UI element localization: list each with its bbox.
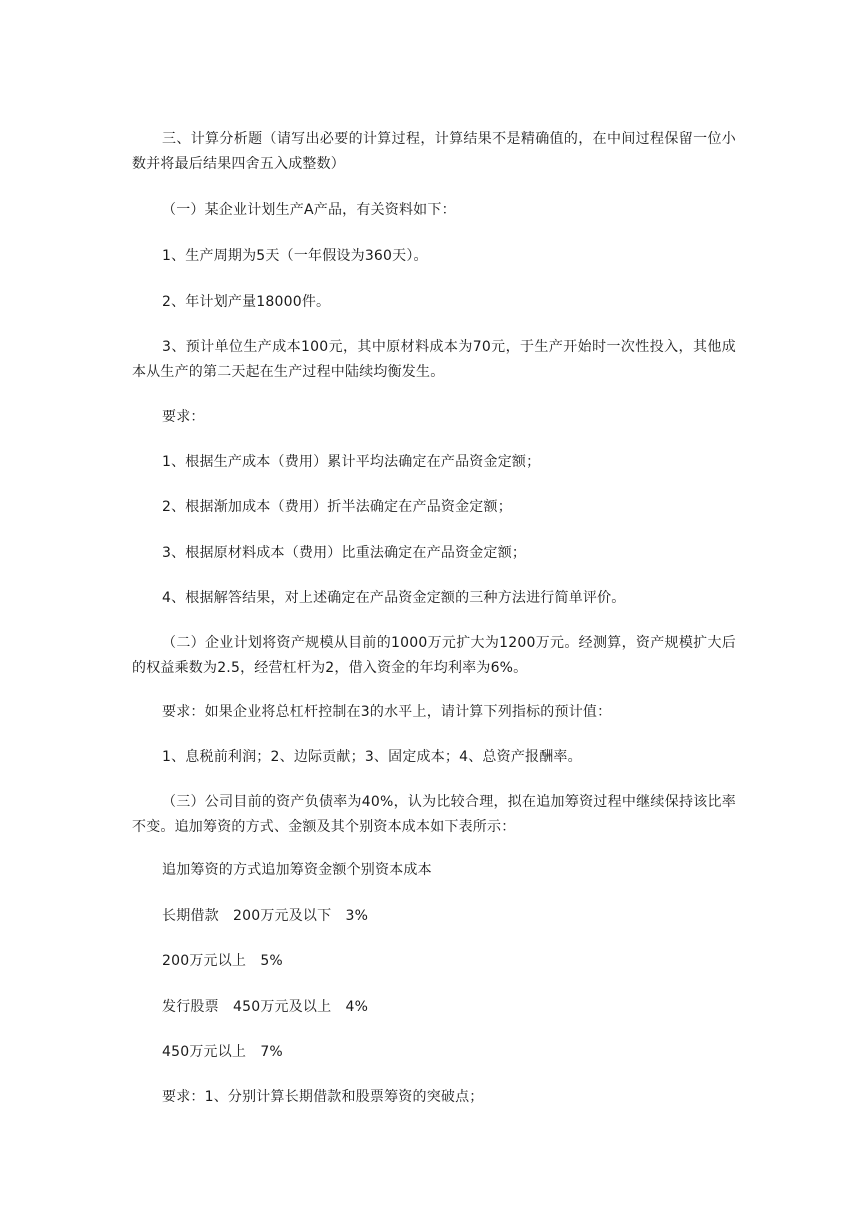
- problem-1-item-3: 3、预计单位生产成本100元，其中原材料成本为70元，于生产开始时一次性投入，其他成本从生产的第二天起在生产过程中陆续均衡发生。: [132, 339, 736, 380]
- problem-2-indicators: 1、息税前利润；2、边际贡献；3、固定成本；4、总资产报酬率。: [162, 749, 582, 765]
- problem-1-requirement-1: 1、根据生产成本（费用）累计平均法确定在产品资金定额；: [162, 454, 541, 470]
- section-heading: 三、计算分析题（请写出必要的计算过程，计算结果不是精确值的，在中间过程保留一位小数并将最后结果四舍五入成整数）: [132, 131, 736, 172]
- financing-row-stock-above: 450万元以上 7%: [162, 1044, 283, 1060]
- problem-1-requirement-4: 4、根据解答结果，对上述确定在产品资金定额的三种方法进行简单评价。: [162, 590, 626, 606]
- financing-row-loan-above: 200万元以上 5%: [162, 953, 283, 969]
- problem-1-item-1: 1、生产周期为5天（一年假设为360天）。: [162, 248, 428, 264]
- problem-1-requirement-3: 3、根据原材料成本（费用）比重法确定在产品资金定额；: [162, 545, 527, 561]
- financing-row-stock: 发行股票 450万元及以上 4%: [162, 999, 369, 1015]
- problem-1-intro: （一）某企业计划生产A产品，有关资料如下：: [162, 202, 456, 218]
- problem-1-requirements-label: 要求：: [162, 409, 205, 425]
- financing-row-long-term-loan: 长期借款 200万元及以下 3%: [162, 908, 369, 924]
- problem-3-intro: （三）公司目前的资产负债率为40%，认为比较合理，拟在追加筹资过程中继续保持该比率不变。追加筹资的方式、金额及其个别资本成本如下表所示：: [132, 794, 736, 835]
- problem-1-requirement-2: 2、根据渐加成本（费用）折半法确定在产品资金定额；: [162, 499, 512, 515]
- problem-2-intro: （二）企业计划将资产规模从目前的1000万元扩大为1200万元。经测算，资产规模扩大后的权益乘数为2.5，经营杠杆为2，借入资金的年均利率为6%。: [132, 635, 736, 676]
- financing-table-header: 追加筹资的方式追加筹资金额个别资本成本: [162, 862, 432, 878]
- problem-2-requirements: 要求：如果企业将总杠杆控制在3的水平上，请计算下列指标的预计值：: [162, 704, 612, 720]
- problem-3-requirement-1: 要求：1、分别计算长期借款和股票筹资的突破点；: [162, 1089, 484, 1105]
- problem-1-item-2: 2、年计划产量18000件。: [162, 294, 331, 310]
